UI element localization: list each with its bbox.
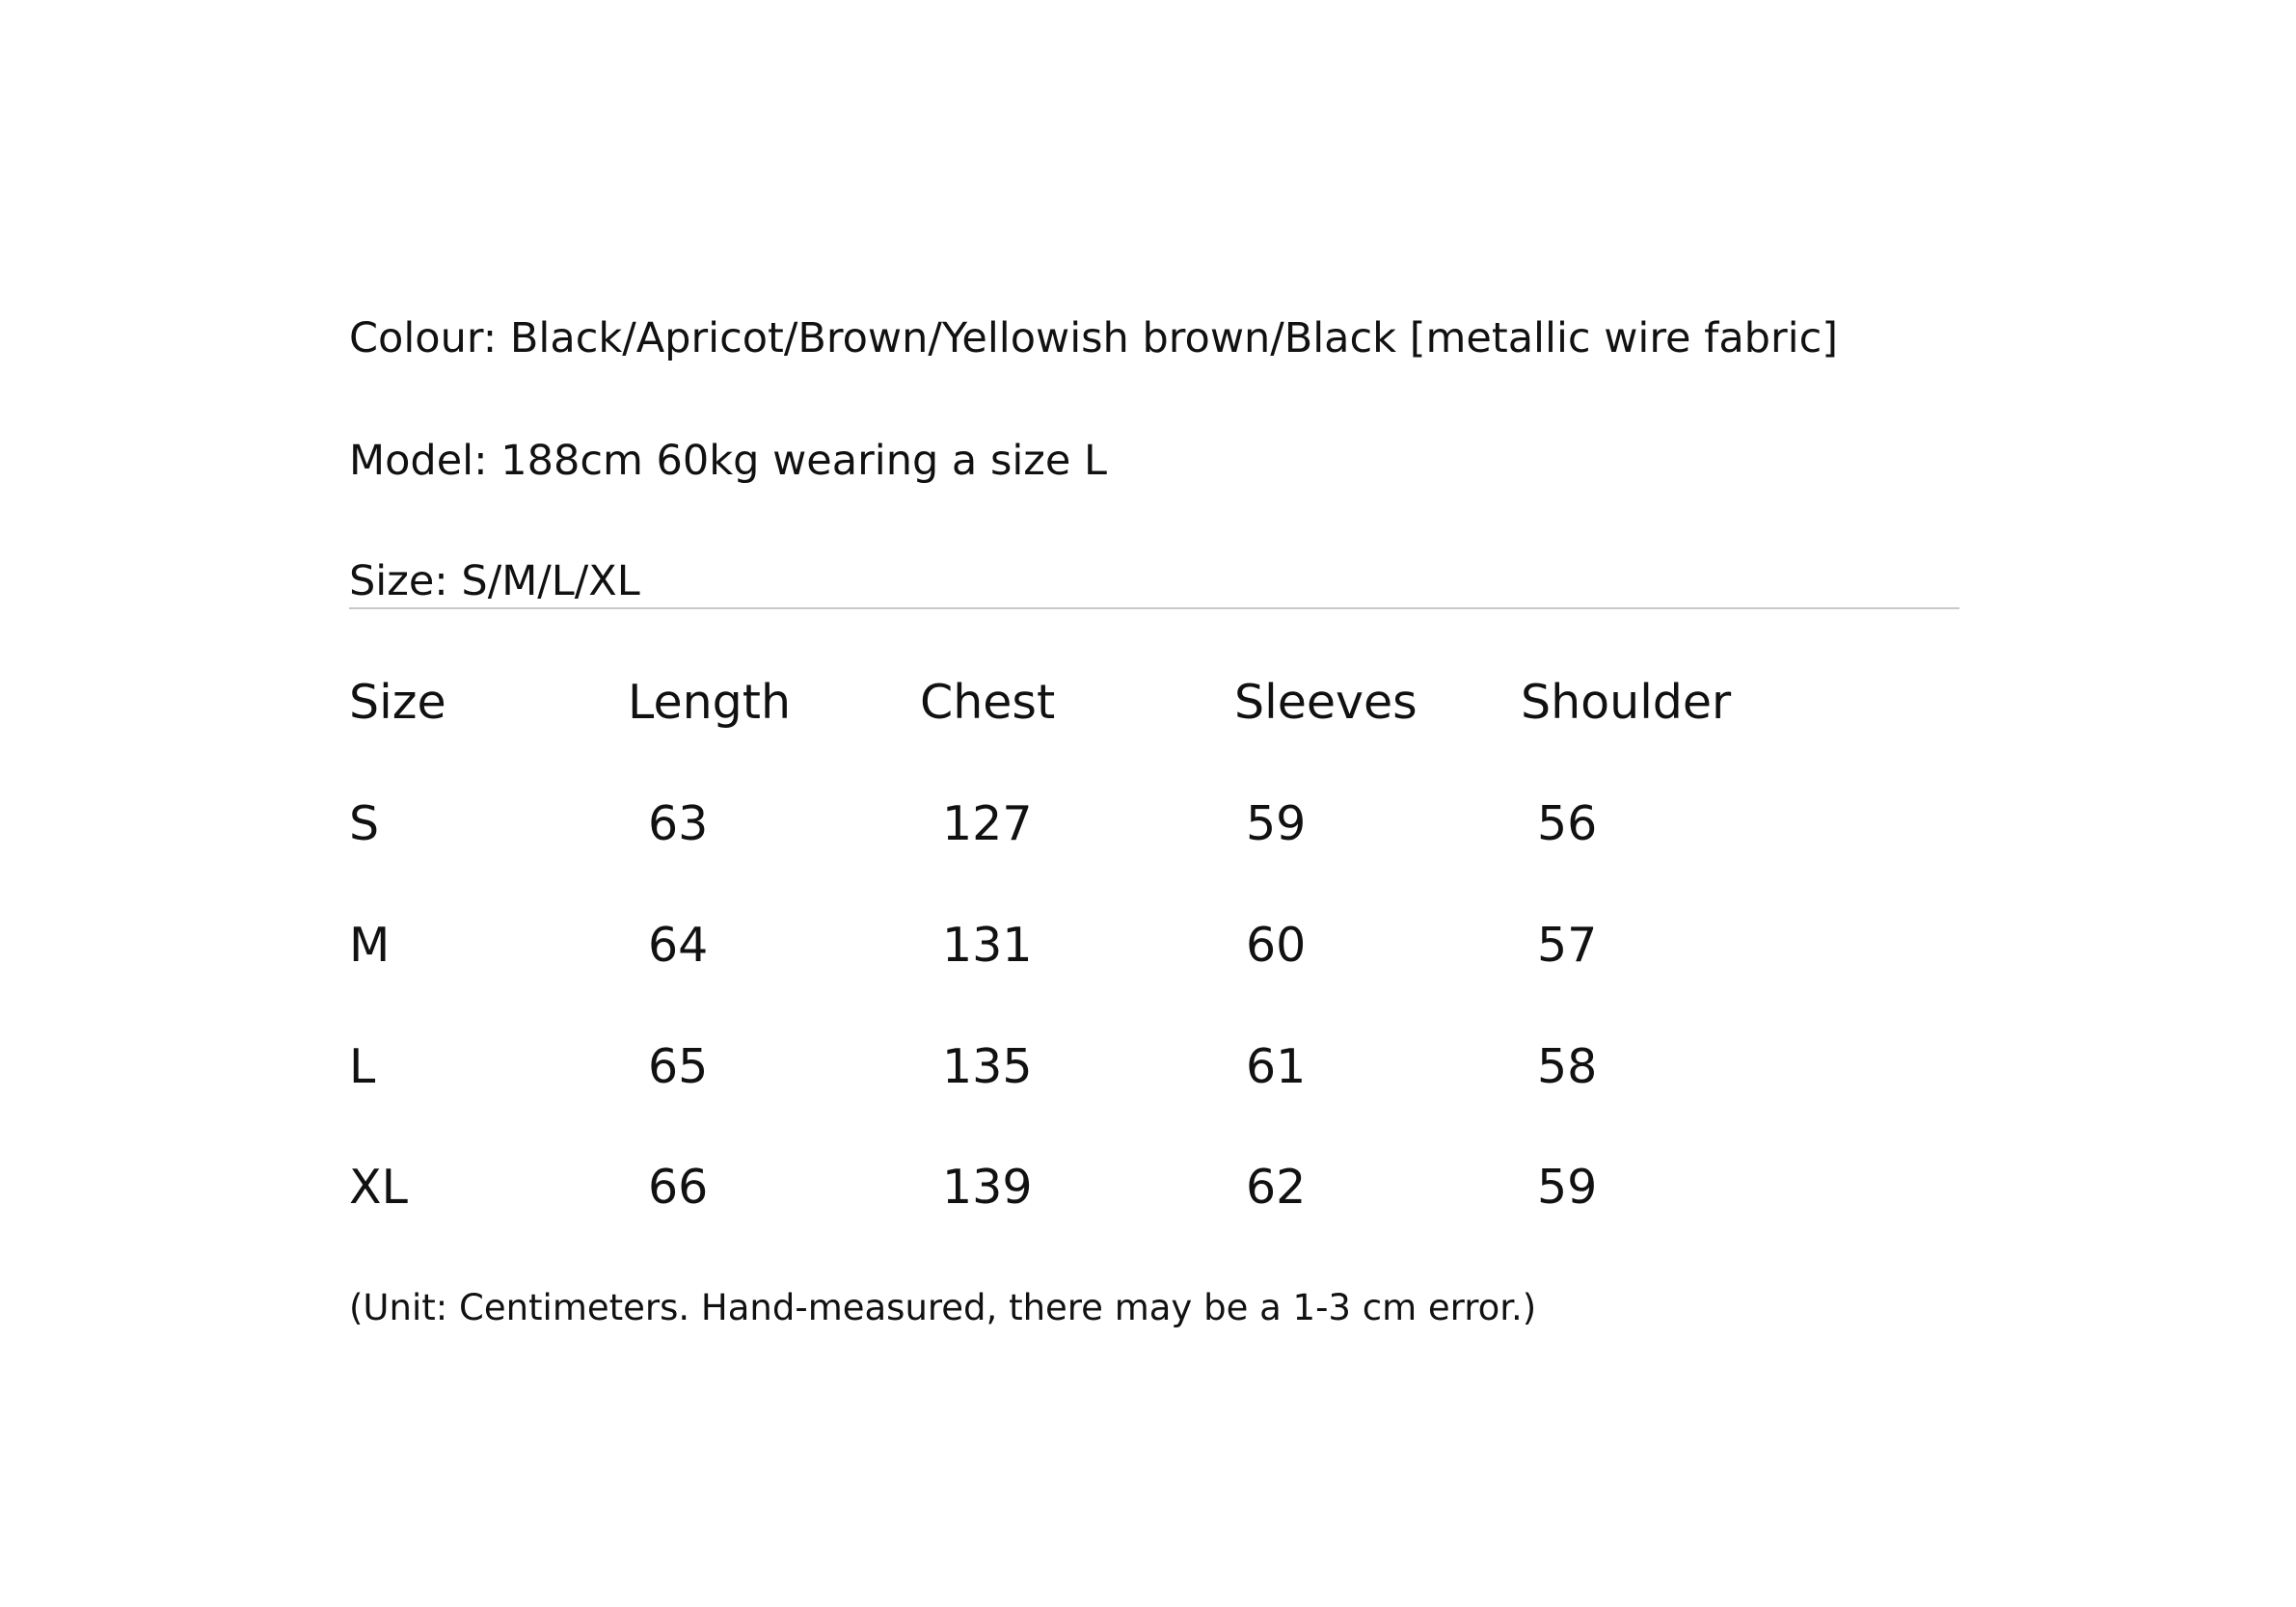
table-header-row	[0, 675, 2296, 737]
cell-size: L	[349, 1039, 376, 1094]
size-line: Size: S/M/L/XL	[349, 557, 640, 605]
cell-length: 63	[648, 796, 709, 851]
table-row	[0, 1160, 2296, 1221]
cell-shoulder: 59	[1537, 1160, 1598, 1215]
divider	[349, 607, 1959, 609]
cell-chest: 127	[942, 796, 1033, 851]
header-chest: Chest	[920, 675, 1056, 730]
cell-shoulder: 56	[1537, 796, 1598, 851]
cell-length: 64	[648, 918, 709, 973]
header-length: Length	[628, 675, 792, 730]
table-row	[0, 796, 2296, 858]
model-line: Model: 188cm 60kg wearing a size L	[349, 437, 1107, 485]
colour-line: Colour: Black/Apricot/Brown/Yellowish brown/Black [metallic wire fabric]	[349, 314, 1839, 362]
cell-size: M	[349, 918, 391, 973]
cell-sleeves: 61	[1246, 1039, 1307, 1094]
cell-sleeves: 59	[1246, 796, 1307, 851]
table-row	[0, 918, 2296, 979]
cell-shoulder: 57	[1537, 918, 1598, 973]
cell-sleeves: 62	[1246, 1160, 1307, 1215]
cell-shoulder: 58	[1537, 1039, 1598, 1094]
cell-sleeves: 60	[1246, 918, 1307, 973]
cell-size: XL	[349, 1160, 408, 1215]
cell-length: 66	[648, 1160, 709, 1215]
unit-note: (Unit: Centimeters. Hand-measured, there may be a 1-3 cm error.)	[349, 1287, 1537, 1328]
cell-chest: 139	[942, 1160, 1033, 1215]
cell-chest: 131	[942, 918, 1033, 973]
table-row	[0, 1039, 2296, 1101]
cell-length: 65	[648, 1039, 709, 1094]
cell-chest: 135	[942, 1039, 1033, 1094]
cell-size: S	[349, 796, 380, 851]
header-sleeves: Sleeves	[1234, 675, 1418, 730]
header-size: Size	[349, 675, 446, 730]
header-shoulder: Shoulder	[1521, 675, 1732, 730]
